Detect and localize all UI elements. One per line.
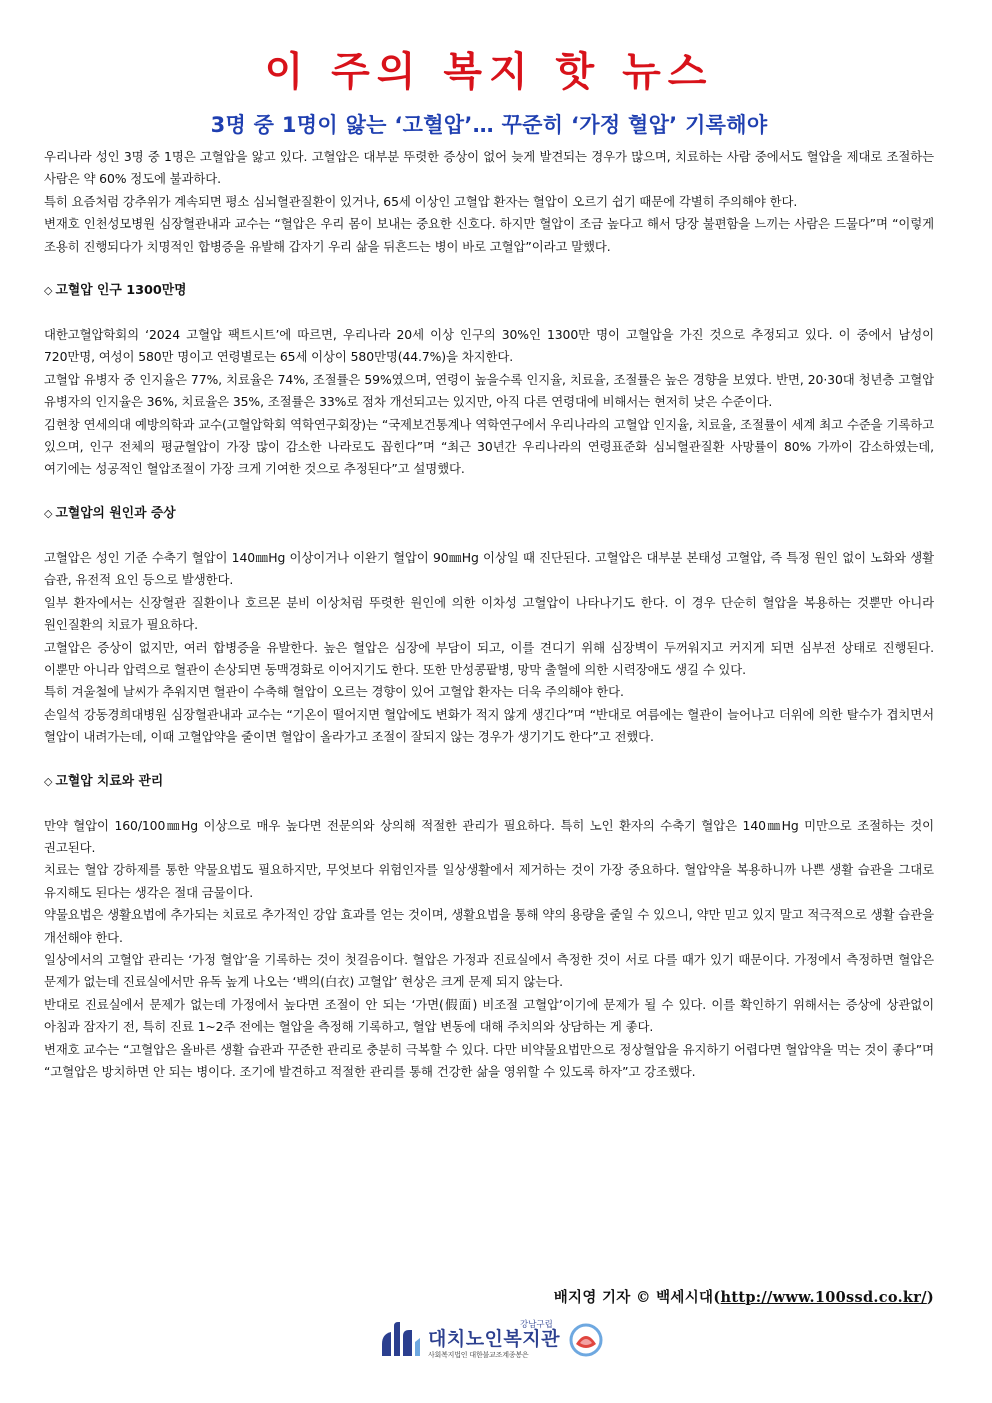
organization-logo xyxy=(378,1316,610,1364)
article-body xyxy=(44,146,934,1083)
paragraph: 고혈압은 성인 기준 수축기 혈압이 140㎜Hg 이상이거나 이완기 혈압이 90㎜Hg 이상일 때 진단된다. 고혈압은 대부분 본태성 고혈압, 즉 특정 원인 없이 노화와 생활 습관, 유전적 요인 등으로 발생한다. xyxy=(44,549,934,588)
intro xyxy=(44,146,934,258)
paragraph: 치료는 혈압 강하제를 통한 약물요법도 필요하지만, 무엇보다 위험인자를 일상생활에서 제거하는 것이 가장 중요하다. 혈압약을 복용하니까 나쁜 생활 습관을 그대로 유지해도 된다는 생각은 절대 금물이다. xyxy=(44,862,934,900)
paragraph: 특히 겨울철에 날씨가 추워지면 혈관이 수축해 혈압이 오르는 경향이 있어 고혈압 환자는 더욱 주의해야 한다. xyxy=(44,684,624,700)
section-heading-label: 고혈압 인구 1300만명 xyxy=(55,283,187,299)
paragraph: 변재호 교수는 “고혈압은 올바른 생활 습관과 꾸준한 관리로 충분히 극복할 수 있다. 다만 비약물요법만으로 정상혈압을 유지하기 어렵다면 혈압약을 먹는 것이 좋다”며 “고혈압은 방치하면 안 되는 병이다. 조기에 발견하고 적절한 관리를 통해 건강한 삶을 영위할 수 있도록 하자”고 강조했다. xyxy=(44,1041,934,1079)
paragraph: 약물요법은 생활요법에 추가되는 치료로 추가적인 강압 효과를 얻는 것이며, 생활요법을 통해 약의 용량을 줄일 수 있으니, 약만 믿고 있지 말고 적극적으로 생활 습관을 개선해야 한다. xyxy=(44,907,934,945)
section-heading xyxy=(44,503,934,525)
section-heading-label: 고혈압의 원인과 증상 xyxy=(55,505,176,521)
section-causes xyxy=(44,503,934,749)
section-population xyxy=(44,280,934,481)
paragraph: 김현창 연세의대 예방의학과 교수(고혈압학회 역학연구회장)는 “국제보건통계나 역학연구에서 우리나라의 고혈압 인지율, 치료율, 조절률이 세계 최고 수준을 기록하고 있으며, 인구 전체의 평균혈압이 가장 많이 감소한 나라로도 꼽힌다”며 “최근 30년간 우리나라의 연령표준화 심뇌혈관질환 사망률이 80% 가까이 감소하였는데, 여기에는 성공적인 혈압조절이 가장 크게 기여한 것으로 추정된다”고 설명했다. xyxy=(44,416,934,477)
diamond-icon: ◇ xyxy=(44,506,53,520)
paragraph: 고혈압 유병자 중 인지율은 77%, 치료율은 74%, 조절률은 59%였으며, 연령이 높을수록 인지율, 치료율, 조절률은 높은 경향을 보였다. 반면, 20·30대 청년층 고혈압 유병자의 인지율은 36%, 치료율은 35%, 조절률은 33%로 점차 개선되고는 있지만, 아직 다른 연령대에 비해서는 현저히 낮은 수준이다. xyxy=(44,371,934,410)
paragraph: 만약 혈압이 160/100㎜Hg 이상으로 매우 높다면 전문의와 상의해 적절한 관리가 필요하다. 특히 노인 환자의 수축기 혈압은 140㎜Hg 미만으로 조절하는 것이 권고된다. xyxy=(44,817,934,855)
byline-text: 배지영 기자 © 백세시대( xyxy=(553,1289,721,1306)
article-headline: 3명 중 1명이 앓는 ‘고혈압’… 꾸준히 ‘가정 혈압’ 기록해야 xyxy=(210,113,768,137)
paragraph: 고혈압은 증상이 없지만, 여러 합병증을 유발한다. 높은 혈압은 심장에 부담이 되고, 이를 견디기 위해 심장벽이 두꺼워지고 커지게 되면 심부전 상태로 진행된다. 이뿐만 아니라 압력으로 혈관이 손상되면 동맥경화로 이어지기도 한다. 또한 만성콩팥병, 망막 출혈에 의한 시력장애도 생길 수 있다. xyxy=(44,639,934,677)
section-heading-label: 고혈압 치료와 관리 xyxy=(55,773,164,789)
diamond-icon: ◇ xyxy=(44,284,53,298)
logo-text xyxy=(428,1321,560,1360)
diamond-icon: ◇ xyxy=(44,774,53,788)
paragraph: 손일석 강동경희대병원 심장혈관내과 교수는 “기온이 떨어지면 혈압에도 변화가 적지 않게 생긴다”며 “반대로 여름에는 혈관이 늘어나고 더위에 의한 탈수가 겹치면서 혈압이 내려가는데, 이때 고혈압약을 줄이면 혈압이 올라가고 조절이 잘되지 않는 경우가 생기기도 한다”고 전했다. xyxy=(44,706,934,745)
paragraph: 변재호 인천성모병원 심장혈관내과 교수는 “혈압은 우리 몸이 보내는 중요한 신호다. 하지만 혈압이 조금 높다고 해서 당장 불편함을 느끼는 사람은 드물다”며 “이렇게 조용히 진행되다가 치명적인 합병증을 유발해 갑자기 우리 삶을 뒤흔드는 병이 바로 고혈압”이라고 말했다. xyxy=(44,216,934,254)
paragraph: 반대로 진료실에서 문제가 없는데 가정에서 높다면 조절이 안 되는 ‘가면(假面) 비조절 고혈압’이기에 문제가 될 수 있다. 이를 확인하기 위해서는 증상에 상관없이 아침과 잠자기 전, 특히 진료 1~2주 전에는 혈압을 측정해 기록하고, 혈압 변동에 대해 주치의와 상담하는 게 좋다. xyxy=(44,996,934,1035)
byline xyxy=(554,1286,934,1307)
logo-name: 대치노인복지관 xyxy=(428,1328,560,1351)
section-heading xyxy=(44,771,934,793)
byline-close: ) xyxy=(926,1289,934,1306)
source-link[interactable]: http://www.100ssd.co.kr/ xyxy=(720,1289,927,1306)
paragraph: 대한고혈압학회의 ‘2024 고혈압 팩트시트’에 따르면, 우리나라 20세 이상 인구의 30%인 1300만 명이 고혈압을 가진 것으로 추정되고 있다. 이 중에서 남성이 720만명, 여성이 580만 명이고 연령별로는 65세 이상이 580만명(44.7%)을 차지한다. xyxy=(44,327,934,365)
logo-corporation: 사회복지법인 대한불교조계종봉은 xyxy=(428,1351,529,1360)
paragraph: 특히 요즘처럼 강추위가 계속되면 평소 심뇌혈관질환이 있거나, 65세 이상인 고혈압 환자는 혈압이 오르기 쉽기 때문에 각별히 주의해야 한다. xyxy=(44,193,798,209)
logo-district: 강남구립 xyxy=(520,1319,553,1330)
lotus-emblem-icon xyxy=(568,1322,604,1358)
page-title: 이 주의 복지 핫 뉴스 xyxy=(264,49,714,95)
welfare-center-mark-icon xyxy=(378,1320,422,1360)
section-treatment xyxy=(44,771,934,1084)
paragraph: 우리나라 성인 3명 중 1명은 고혈압을 앓고 있다. 고혈압은 대부분 뚜렷한 증상이 없어 늦게 발견되는 경우가 많으며, 치료하는 사람 중에서도 혈압을 제대로 조절하는 사람은 약 60% 정도에 불과하다. xyxy=(44,149,934,187)
paragraph: 일상에서의 고혈압 관리는 ‘가정 혈압’을 기록하는 것이 첫걸음이다. 혈압은 가정과 진료실에서 측정한 것이 서로 다를 때가 있기 때문이다. 가정에서 측정하면 혈압은 문제가 없는데 진료실에서만 유독 높게 나오는 ‘백의(白衣) 고혈압’ 현상은 크게 문제 되지 않는다. xyxy=(44,951,934,990)
paragraph: 일부 환자에서는 신장혈관 질환이나 호르몬 분비 이상처럼 뚜렷한 원인에 의한 이차성 고혈압이 나타나기도 한다. 이 경우 단순히 혈압을 복용하는 것뿐만 아니라 원인질환의 치료가 필요하다. xyxy=(44,594,934,633)
section-heading xyxy=(44,280,934,302)
